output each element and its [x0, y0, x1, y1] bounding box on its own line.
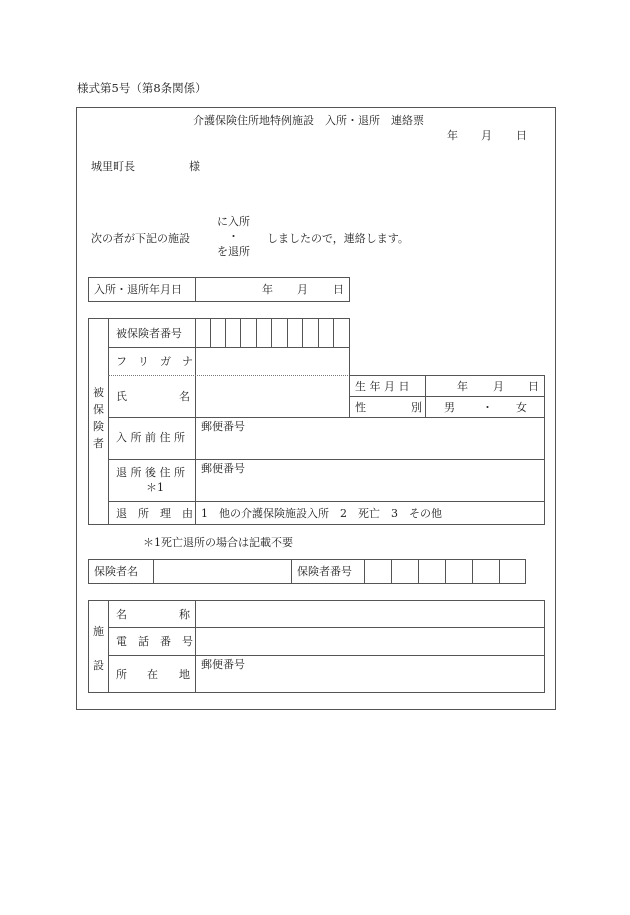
admission-date-label: 入所・退所年月日 — [94, 283, 182, 296]
insurer-number-label: 保険者番号 — [297, 565, 352, 578]
facility-section-char-2: 設 — [93, 659, 104, 672]
insured-number-label: 被保険者番号 — [116, 327, 182, 340]
after-address-label: 退 所 後 住 所 — [116, 466, 185, 479]
sex-label-1: 性 — [355, 401, 366, 414]
notice-option-leave: を退所 — [217, 245, 250, 258]
insurer-name-label: 保険者名 — [94, 565, 138, 578]
prev-postal-label: 郵便番号 — [201, 420, 245, 433]
notice-option-sep: ・ — [228, 230, 239, 243]
notice-prefix: 次の者が下記の施設 — [91, 232, 190, 245]
birth-year-label: 年 — [457, 380, 468, 393]
sex-option-male: 男 — [444, 401, 455, 414]
form-number: 様式第5号（第8条関係） — [77, 81, 207, 95]
death-note: ＊1死亡退所の場合は記載不要 — [143, 536, 293, 549]
facility-phone-label: 電 話 番 号 — [116, 635, 193, 648]
facility-location-label-1: 所 — [116, 668, 127, 681]
facility-postal-label: 郵便番号 — [201, 658, 245, 671]
sex-label-2: 別 — [411, 401, 422, 414]
reason-label: 退 所 理 由 — [116, 507, 193, 520]
reason-value: 1 他の介護保険施設入所 2 死亡 3 その他 — [201, 507, 442, 520]
admission-day-label: 日 — [333, 283, 344, 296]
facility-location-label-2: 在 — [147, 668, 158, 681]
insured-section-char-1: 被 — [93, 386, 104, 399]
addressee-name: 城里町長 — [91, 160, 135, 173]
birth-label: 生 年 月 日 — [355, 380, 410, 393]
admission-month-label: 月 — [297, 283, 308, 296]
addressee-honorific: 様 — [189, 160, 200, 173]
form-title: 介護保険住所地特例施設 入所・退所 連絡票 — [193, 114, 424, 127]
furigana-label: フ リ ガ ナ — [116, 355, 193, 368]
sex-option-female: 女 — [516, 401, 527, 414]
facility-section-char-1: 施 — [93, 625, 104, 638]
sex-option-sep: ・ — [482, 401, 493, 414]
admission-year-label: 年 — [262, 283, 273, 296]
after-address-note: ＊1 — [146, 481, 164, 494]
name-label-1: 氏 — [116, 390, 127, 403]
insured-section-char-2: 保 — [93, 403, 104, 416]
insured-section-char-3: 険 — [93, 420, 104, 433]
birth-day-label: 日 — [528, 380, 539, 393]
facility-name-label-1: 名 — [116, 608, 127, 621]
name-label-2: 名 — [179, 390, 190, 403]
notice-option-admit: に入所 — [217, 215, 250, 228]
insured-section-char-4: 者 — [93, 437, 104, 450]
facility-location-label-3: 地 — [179, 668, 190, 681]
notice-suffix: しましたので，連絡します。 — [267, 232, 409, 245]
birth-month-label: 月 — [493, 380, 504, 393]
facility-name-label-2: 称 — [179, 608, 190, 621]
date-month-label: 月 — [481, 129, 492, 142]
after-postal-label: 郵便番号 — [201, 462, 245, 475]
date-year-label: 年 — [447, 129, 458, 142]
date-day-label: 日 — [516, 129, 527, 142]
prev-address-label: 入 所 前 住 所 — [116, 431, 185, 444]
